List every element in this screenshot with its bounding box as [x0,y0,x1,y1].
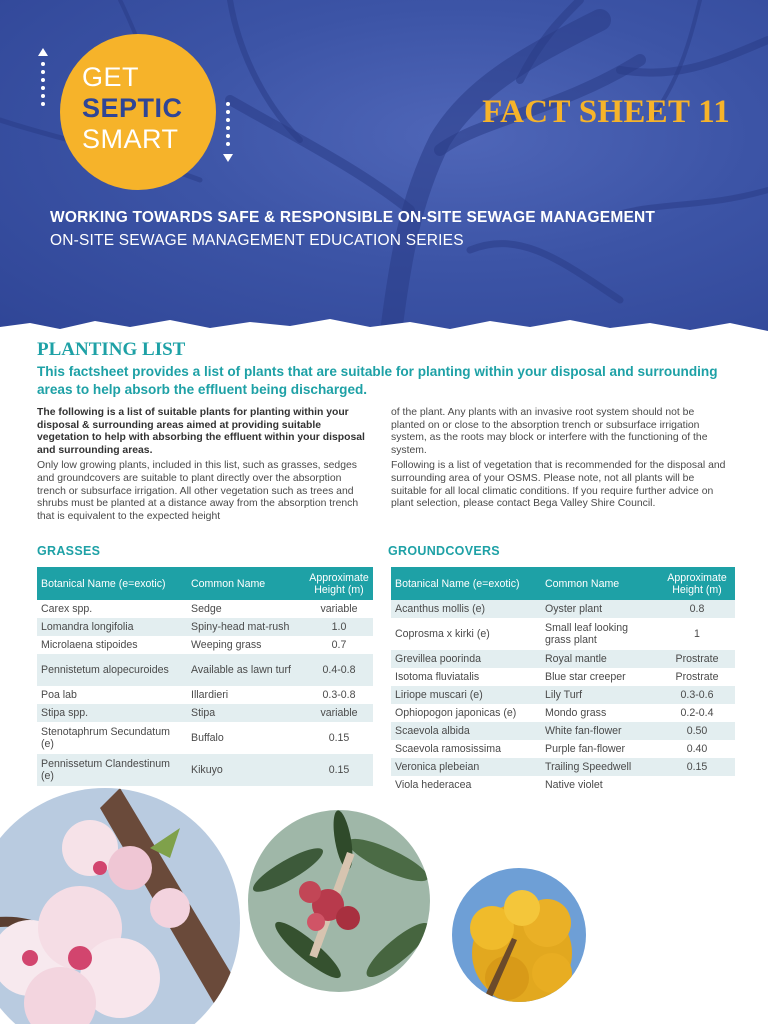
intro-paragraph-1: The following is a list of suitable plants for planting within your disposal & surrounding areas aimed at providing suitable vegetation to help with absorbing the effluent within your disposal and surrounding areas. [37,407,365,456]
height-cell: 0.7 [331,638,347,651]
table-row [37,636,373,654]
common-cell: Available as lawn turf [187,654,305,686]
botanical-cell: Poa lab [41,688,77,701]
botanical-cell: Carex spp. [41,602,93,615]
table-row [37,600,373,618]
common-cell: Native violet [545,778,603,791]
common-cell: Lily Turf [541,686,659,704]
height-cell: 0.8 [659,600,735,618]
intro-paragraph-2: Only low growing plants, included in this list, such as grasses, sedges and groundcovers are suitable to plant directly over the absorption trench or subsurface irrigation. All other vegetation such as trees and shrubs must be planted at a distance away from the absorption trench that is equivalent to the expected height [37,460,359,522]
common-cell: Stipa [187,704,305,722]
botanical-cell: Veronica plebeian [391,758,541,776]
common-cell: White fan-flower [541,722,659,740]
dotted-arrow-up-icon [37,48,49,108]
height-cell: 0.2-0.4 [680,706,714,719]
botanical-cell: Lomandra longifolia [37,618,187,636]
page-title: PLANTING LIST [37,339,186,360]
grasses-title: GRASSES [37,544,101,558]
common-cell: Blue star creeper [545,670,626,683]
header-banner [0,0,768,340]
botanical-cell: Stenotaphrum Secundatum (e) [41,725,170,750]
table-row [37,722,373,754]
table-row [391,758,735,776]
table-row [391,618,735,650]
table-row [391,776,735,794]
table-row [391,668,735,686]
table-row [391,740,735,758]
series-subtitle: ON-SITE SEWAGE MANAGEMENT EDUCATION SERIES [50,232,464,249]
botanical-cell: Liriope muscari (e) [391,686,541,704]
height-cell: 0.15 [305,754,373,786]
common-cell: Weeping grass [191,638,262,651]
botanical-cell: Viola hederacea [395,778,472,791]
common-cell: Sedge [191,602,222,615]
height-cell: 1 [694,627,700,640]
botanical-cell: Grevillea poorinda [391,650,541,668]
height-cell: 1.0 [305,618,373,636]
table-row [37,704,373,722]
groundcovers-table [391,567,735,794]
logo-line-smart: SMART [82,124,179,154]
height-cell: 0.3-0.6 [659,686,735,704]
table-row [37,654,373,686]
table-row [391,600,735,618]
intro-paragraph-4: Following is a list of vegetation that is recommended for the disposal and surrounding area of your OSMS. Please note, not all plants will be suitable for all local climatic conditions. If you require further advice on plant selection, please contact Bega Valley Shire Council. [391,460,726,510]
header-common: Common Name [187,567,305,600]
header-height: Approximate Height (m) [305,567,373,600]
common-cell: Spiny-head mat-rush [187,618,305,636]
logo-line-get: GET [82,62,140,92]
common-cell: Small leaf looking grass plant [545,621,629,646]
intro-column-right [391,407,727,514]
common-cell: Kikuyo [187,754,305,786]
blossom-photo [0,788,240,1024]
header-botanical: Botanical Name (e=exotic) [37,567,187,600]
common-cell: Oyster plant [541,600,659,618]
height-cell: 0.40 [686,742,708,755]
wattle-photo [452,868,586,1002]
header-botanical: Botanical Name (e=exotic) [391,567,541,600]
grasses-table [37,567,373,786]
intro-lead: This factsheet provides a list of plants that are suitable for planting within your disposal and surrounding areas to help absorb the effluent being discharged. [37,364,718,397]
botanical-cell: Scaevola ramosissima [395,742,501,755]
botanical-cell: Pennissetum Clandestinum (e) [37,754,187,786]
table-row [391,704,735,722]
table-header-row [391,567,735,600]
table-row [391,650,735,668]
common-cell: Trailing Speedwell [541,758,659,776]
header-common: Common Name [541,567,659,600]
height-cell [659,776,735,794]
botanical-cell: Scaevola albida [391,722,541,740]
intro-column-left [37,407,373,526]
botanical-cell: Ophiopogon japonicas (e) [395,706,517,719]
common-cell: Purple fan-flower [545,742,626,755]
header-height: Approximate Height (m) [659,567,735,600]
botanical-cell: Isotoma fluviatalis [395,670,480,683]
fact-sheet-number: FACT SHEET 11 [482,94,730,130]
botanical-cell: Acanthus mollis (e) [391,600,541,618]
common-cell: Mondo grass [545,706,607,719]
height-cell: Prostrate [675,670,719,683]
table-header-row [37,567,373,600]
height-cell: variable [305,704,373,722]
groundcovers-title: GROUNDCOVERS [388,544,500,558]
table-row [37,686,373,704]
height-cell: variable [320,602,358,615]
get-septic-smart-logo [60,34,216,190]
table-row [37,754,373,786]
table-row [391,686,735,704]
eucalyptus-photo [246,808,432,994]
botanical-cell: Pennistetum alopecuroides [37,654,187,686]
height-cell: 0.15 [328,731,350,744]
height-cell: 0.4-0.8 [305,654,373,686]
botanical-cell: Coprosma x kirki (e) [395,627,490,640]
intro-paragraph-3: of the plant. Any plants with an invasive root system should not be planted on or close to the absorption trench or subsurface irrigation system, as the roots may block or interfere with the functioning of the system. [391,407,708,456]
table-row [37,618,373,636]
common-cell: Buffalo [191,731,224,744]
botanical-cell: Stipa spp. [37,704,187,722]
common-cell: Royal mantle [541,650,659,668]
botanical-cell: Microlaena stipoides [41,638,138,651]
table-row [391,722,735,740]
common-cell: Illardieri [191,688,229,701]
height-cell: 0.15 [659,758,735,776]
height-cell: Prostrate [659,650,735,668]
dotted-arrow-down-icon [222,100,234,164]
height-cell: 0.50 [659,722,735,740]
height-cell: 0.3-0.8 [322,688,356,701]
logo-line-septic: SEPTIC [82,93,183,123]
series-title: WORKING TOWARDS SAFE & RESPONSIBLE ON-SITE SEWAGE MANAGEMENT [50,209,656,226]
